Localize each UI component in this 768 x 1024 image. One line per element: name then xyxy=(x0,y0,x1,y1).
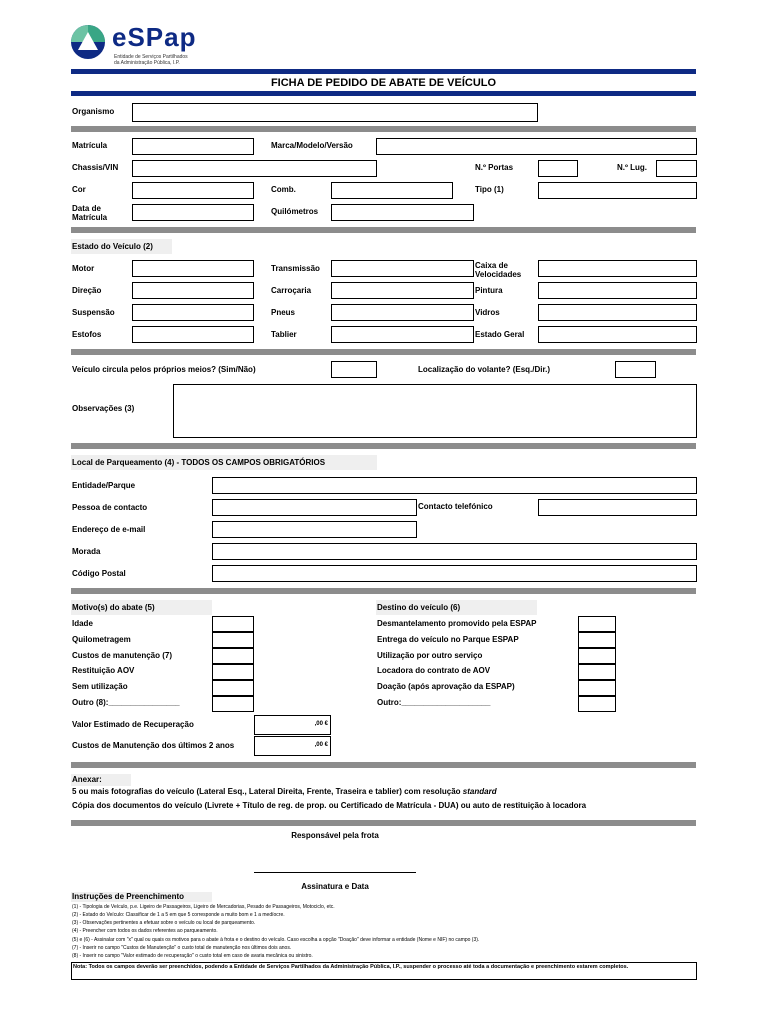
label-comb: Comb. xyxy=(271,185,296,194)
signature-line xyxy=(254,872,416,873)
responsavel-frota: Responsável pela frota xyxy=(291,831,379,840)
label-doacao: Doação (após aprovação da ESPAP) xyxy=(377,682,515,691)
label-quilometros: Quilómetros xyxy=(271,207,319,216)
transmissao-field[interactable] xyxy=(331,260,474,277)
codigo-postal-field[interactable] xyxy=(212,565,697,582)
label-marca: Marca/Modelo/Versão xyxy=(271,141,353,150)
label-tablier: Tablier xyxy=(271,330,297,339)
logo-emblem-icon xyxy=(70,24,106,60)
entrega-checkbox[interactable] xyxy=(578,632,616,648)
label-restituicao: Restituição AOV xyxy=(72,666,135,675)
entidade-field[interactable] xyxy=(212,477,697,494)
observacoes-field[interactable] xyxy=(173,384,697,438)
label-outro-destino: Outro:____________________ xyxy=(377,698,491,707)
pneus-field[interactable] xyxy=(331,304,474,321)
cor-field[interactable] xyxy=(132,182,254,199)
valor-estimado-field[interactable] xyxy=(254,715,331,735)
marca-field[interactable] xyxy=(376,138,697,155)
label-utilizacao: Utilização por outro serviço xyxy=(377,651,483,660)
nota-text: Nota: Todos os campos deverão ser preenchidos, podendo a Entidade de Serviços Partilhados da Administração Pública, I.P., suspender o processo até toda a documentação e preenchimento estarem completos. xyxy=(73,964,629,970)
doacao-checkbox[interactable] xyxy=(578,680,616,696)
espap-logo xyxy=(68,22,208,70)
label-cor: Cor xyxy=(72,185,86,194)
label-estado-geral: Estado Geral xyxy=(475,330,525,339)
pessoa-field[interactable] xyxy=(212,499,417,516)
anexar-line-1 xyxy=(72,787,497,797)
section-divider-1 xyxy=(71,126,696,132)
header-bar-bottom xyxy=(71,91,696,96)
form-title: FICHA DE PEDIDO DE ABATE DE VEÍCULO xyxy=(270,77,497,89)
label-outro-motivo: Outro (8):________________ xyxy=(72,698,180,707)
contacto-field[interactable] xyxy=(538,499,697,516)
logo-subtitle-1: Entidade de Serviços Partilhados xyxy=(114,54,188,60)
quilometragem-checkbox[interactable] xyxy=(212,632,254,648)
estado-title: Estado do Veículo (2) xyxy=(72,242,153,251)
circula-field[interactable] xyxy=(331,361,377,378)
outro-destino-checkbox[interactable] xyxy=(578,696,616,712)
label-direcao: Direção xyxy=(72,286,102,295)
label-motor: Motor xyxy=(72,264,95,273)
label-transmissao: Transmissão xyxy=(271,264,320,273)
label-tipo: Tipo (1) xyxy=(475,185,504,194)
label-quilometragem: Quilometragem xyxy=(72,635,131,644)
parqueamento-title: Local de Parqueamento (4) - TODOS OS CAMPOS OBRIGATÓRIOS xyxy=(72,458,326,467)
tablier-field[interactable] xyxy=(331,326,474,343)
header-bar-top xyxy=(71,69,696,74)
label-caixa-2: Velocidades xyxy=(475,270,522,279)
anexar-line-1-emphasis: standard xyxy=(462,787,497,796)
label-carrocaria: Carroçaria xyxy=(271,286,312,295)
locadora-checkbox[interactable] xyxy=(578,664,616,680)
label-contacto: Contacto telefónico xyxy=(418,502,493,511)
utilizacao-checkbox[interactable] xyxy=(578,648,616,664)
label-entidade: Entidade/Parque xyxy=(72,481,136,490)
matricula-field[interactable] xyxy=(132,138,254,155)
desmantelamento-checkbox[interactable] xyxy=(578,616,616,632)
chassis-field[interactable] xyxy=(132,160,377,177)
volante-field[interactable] xyxy=(615,361,656,378)
idade-checkbox[interactable] xyxy=(212,616,254,632)
section-divider-3 xyxy=(71,349,696,355)
label-volante: Localização do volante? (Esq./Dir.) xyxy=(418,365,551,374)
label-data-matricula-2: Matrícula xyxy=(72,213,108,222)
instrucao-item: (8) - Inserir no campo "Valor estimado de recuperação" o custo total em caso de avaria mecânica ou sinistro. xyxy=(72,953,313,959)
label-organismo: Organismo xyxy=(72,107,115,116)
nota-box xyxy=(71,962,697,980)
custos-2-anos-field[interactable] xyxy=(254,736,331,756)
label-email: Endereço de e-mail xyxy=(72,525,146,534)
instrucao-item: (4) - Preencher com todos os dados referentes ao parqueamento. xyxy=(72,928,218,934)
restituicao-checkbox[interactable] xyxy=(212,664,254,680)
label-pneus: Pneus xyxy=(271,308,296,317)
section-divider-4 xyxy=(71,443,696,449)
valor-estimado-value: ,00 € xyxy=(314,721,328,727)
section-divider-7 xyxy=(71,820,696,826)
morada-field[interactable] xyxy=(212,543,697,560)
label-lugares: N.º Lug. xyxy=(617,163,648,172)
destino-title: Destino do veículo (6) xyxy=(377,603,461,612)
sem-utilizacao-checkbox[interactable] xyxy=(212,680,254,696)
instrucao-item: (2) - Estado do Veículo: Classificar de 1 a 5 em que 5 corresponde a muito bom e 1 a medíocre. xyxy=(72,912,285,918)
label-portas: N.º Portas xyxy=(475,163,514,172)
portas-field[interactable] xyxy=(538,160,578,177)
section-divider-6 xyxy=(71,762,696,768)
label-codigo-postal: Código Postal xyxy=(72,569,126,578)
label-sem-utilizacao: Sem utilização xyxy=(72,682,128,691)
label-matricula: Matrícula xyxy=(72,141,108,150)
label-idade: Idade xyxy=(72,619,93,628)
comb-field[interactable] xyxy=(331,182,453,199)
label-desmantelamento: Desmantelamento promovido pela ESPAP xyxy=(377,619,537,628)
label-locadora: Locadora do contrato de AOV xyxy=(377,666,491,675)
motivos-title: Motivo(s) do abate (5) xyxy=(72,603,155,612)
custos-manutencao-checkbox[interactable] xyxy=(212,648,254,664)
motor-field[interactable] xyxy=(132,260,254,277)
label-suspensao: Suspensão xyxy=(72,308,115,317)
anexar-title: Anexar: xyxy=(72,775,102,784)
instrucao-item: (1) - Tipologia de Veículo, p.e. Ligeiro de Passageiros, Ligeiro de Mercadorias, Pesado de Passageiros, Motociclo, etc. xyxy=(72,904,335,910)
anexar-line-2: Cópia dos documentos do veículo (Livrete + Título de reg. de prop. ou Certificado de Matrícula - DUA) ou auto de restituição à locadora xyxy=(72,801,587,810)
data-matricula-field[interactable] xyxy=(132,204,254,221)
label-vidros: Vidros xyxy=(475,308,500,317)
label-custos-2-anos: Custos de Manutenção dos últimos 2 anos xyxy=(72,741,235,750)
label-pessoa: Pessoa de contacto xyxy=(72,503,148,512)
direcao-field[interactable] xyxy=(132,282,254,299)
instrucao-item: (7) - Inserir no campo "Custos de Manutenção" o custo total de manutenção nos últimos dois anos. xyxy=(72,945,292,951)
anexar-line-1-text: 5 ou mais fotografias do veículo (Lateral Esq., Lateral Direita, Frente, Traseira e tablier) com resolução xyxy=(72,787,463,796)
tipo-field[interactable] xyxy=(538,182,697,199)
instrucoes-title: Instruções de Preenchimento xyxy=(72,892,185,901)
label-circula: Veículo circula pelos próprios meios? (Sim/Não) xyxy=(72,365,256,374)
assinatura-data: Assinatura e Data xyxy=(301,882,369,891)
label-morada: Morada xyxy=(72,547,101,556)
label-estofos: Estofos xyxy=(72,330,102,339)
suspensao-field[interactable] xyxy=(132,304,254,321)
vidros-field[interactable] xyxy=(538,304,697,321)
label-observacoes: Observações (3) xyxy=(72,404,135,413)
instrucao-item: (5) e (6) - Assinalar com "x" qual ou quais os motivos para o abate à frota e o destino do veículo. Caso escolha a opção "Doação" deve informar a entidade (Nome e NIF) no campo (3). xyxy=(72,937,480,943)
logo-subtitle-2: da Administração Pública, I.P. xyxy=(114,60,180,66)
carrocaria-field[interactable] xyxy=(331,282,474,299)
label-chassis: Chassis/VIN xyxy=(72,163,119,172)
section-divider-2 xyxy=(71,227,696,233)
label-pintura: Pintura xyxy=(475,286,503,295)
lugares-field[interactable] xyxy=(656,160,697,177)
section-divider-5 xyxy=(71,588,696,594)
organismo-field[interactable] xyxy=(132,103,538,122)
email-field[interactable] xyxy=(212,521,417,538)
estado-geral-field[interactable] xyxy=(538,326,697,343)
label-entrega: Entrega do veículo no Parque ESPAP xyxy=(377,635,519,644)
logo-wordmark: eSPap xyxy=(112,22,197,52)
label-caixa-1: Caixa de xyxy=(475,261,508,270)
instrucao-item: (3) - Observações pertinentes a efetuar sobre o veículo ou local de parqueamento. xyxy=(72,920,256,926)
caixa-velocidades-field[interactable] xyxy=(538,260,697,277)
outro-motivo-checkbox[interactable] xyxy=(212,696,254,712)
label-data-matricula-1: Data de xyxy=(72,204,101,213)
custos-2-anos-value: ,00 € xyxy=(314,742,328,748)
estofos-field[interactable] xyxy=(132,326,254,343)
label-valor-estimado: Valor Estimado de Recuperação xyxy=(72,720,194,729)
quilometros-field[interactable] xyxy=(331,204,474,221)
label-custos-manutencao: Custos de manutenção (7) xyxy=(72,651,173,660)
pintura-field[interactable] xyxy=(538,282,697,299)
